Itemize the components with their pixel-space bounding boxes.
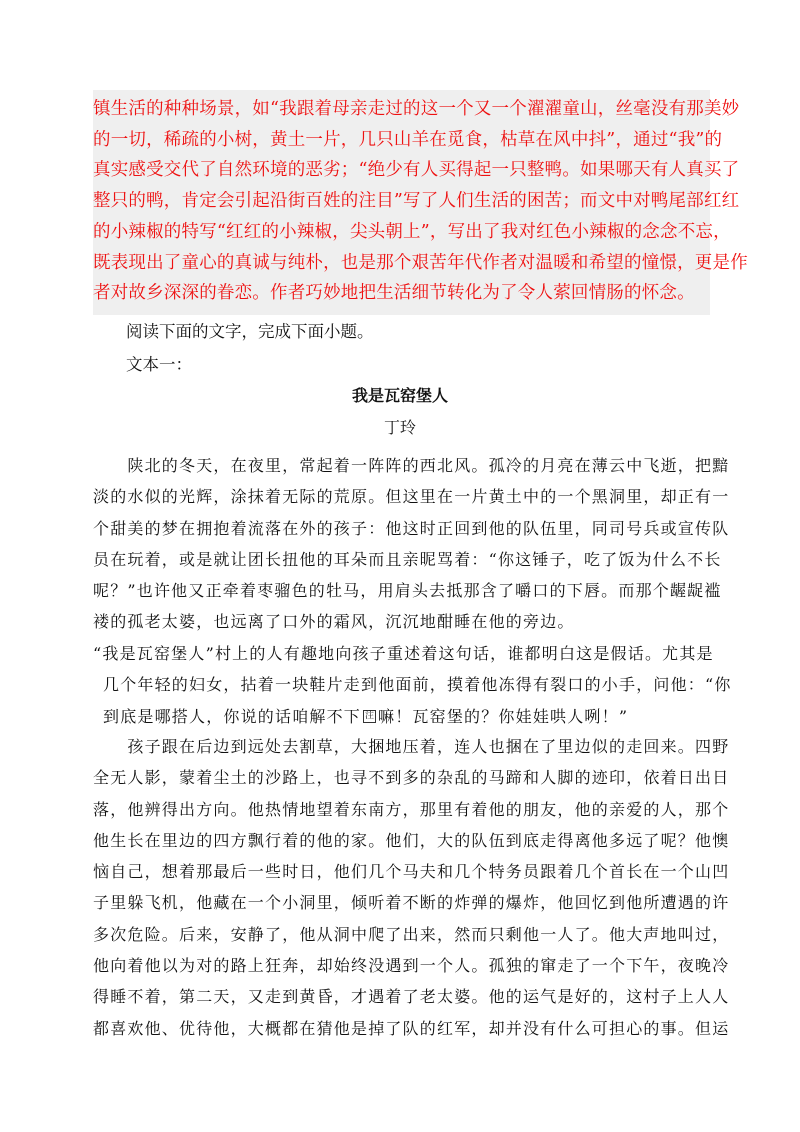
text-segment: 嘛！瓦窑堡的？你娃娃哄人咧！” [378,706,629,726]
story-author: 丁玲 [383,418,416,437]
answer-line: 的一切，稀疏的小树，黄土一片，几只山羊在觅食，枯草在风中抖”，通过“我”的 [93,129,723,150]
text-line: 几个年轻的妇女，拈着一块鞋片走到他面前，摸着他冻得有裂口的小手，问他：“你 [103,675,732,695]
text-line: 孩子跟在后边到远处去割草，大捆地压着，连人也捆在了里边似的走回来。四野 [93,737,730,756]
footnote-marker[interactable]: 注 [365,710,375,721]
text-line: 全无人影，蒙着尘土的沙路上，也寻不到多的杂乱的马蹄和人脚的迹印，依着日出日 [93,768,730,788]
text-line: 都喜欢他、优待他，大概都在猜他是掉了队的红军，却并没有什么可担心的事。但运 [93,1018,730,1038]
text-line: 个甜美的梦在拥抱着流落在外的孩子：他这时正回到他的队伍里，同司号兵或宣传队 [93,518,730,538]
text-line: 褛的孤老太婆，也远离了口外的霜风，沉沉地酣睡在他的旁边。 [93,612,575,632]
text-line: 淡的水似的光辉，涂抹着无际的荒原。但这里在一片黄土中的一个黑洞里，却正有一 [93,487,730,507]
answer-line: 整只的鸭，肯定会引起沿街百姓的注目”写了人们生活的困苦；而文中对鸭尾部红红 [93,191,740,212]
story-paragraph-1 [93,450,730,638]
text-line: 他生长在里边的四方飘行着的他的家。他们，大的队伍到底走得离他多远了呢？他懊 [93,830,730,850]
text-line: 呢？”也许他又正牵着枣骝色的牡马，用肩头去抵那含了嚼口的下唇。而那个龌龊褴 [93,581,722,601]
story-paragraph-3 [93,731,730,1044]
text-line: 得睡不着，第二天，又走到黄昏，才遇着了老太婆。他的运气是好的，这村子上人人 [93,987,730,1007]
text-line: 落，他辨得出方向。他热情地望着东南方，那里有着他的朋友，他的亲爱的人，那个 [93,799,730,819]
text-line: 员在玩着，或是就让团长扭他的耳朵而且亲昵骂着：“你这锤子，吃了饭为什么不长 [93,549,722,569]
reading-instruction: 阅读下面的文字，完成下面小题。 [126,322,374,341]
text-line: 多次危险。后来，安静了，他从洞中爬了出来，然而只剩他一人了。他大声地叫过， [93,924,730,944]
text-line: 子里躲飞机，他藏在一个小洞里，倾听着不断的炸弹的爆炸，他回忆到他所遭遇的许 [93,893,730,913]
text-line: 恼自己，想着那最后一些时日，他们几个马夫和几个特务员跟着几个首长在一个山凹 [93,862,730,882]
answer-line: 者对故乡深深的眷恋。作者巧妙地把生活细节转化为了令人萦回情肠的怀念。 [93,283,695,304]
story-title: 我是瓦窑堡人 [351,386,448,405]
answer-line: 既表现出了童心的真诚与纯朴，也是那个艰苦年代作者对温暖和希望的憧憬，更是作 [93,252,748,273]
text-line: “我是瓦窑堡人”村上的人有趣地向孩子重述着这句话，谁都明白这是假话。尤其是 [93,644,714,663]
answer-line: 镇生活的种种场景，如“我跟着母亲走过的这一个又一个濯濯童山，丝毫没有那美妙 [93,99,740,119]
text-segment: 到底是哪搭人，你说的话咱解不下 [103,706,362,726]
text-label: 文本一： [126,355,192,374]
answer-analysis-block [93,90,748,315]
text-line: 陕北的冬天，在夜里，常起着一阵阵的西北风。孤冷的月亮在薄云中飞逝，把黯 [93,456,730,475]
story-paragraph-2 [93,638,732,732]
answer-line: 真实感受交代了自然环境的恶劣；“绝少有人买得起一只整鸭。如果哪天有人真买了 [93,160,740,181]
text-line: 他向着他以为对的路上狂奔，却始终没遇到一个人。孤独的窜走了一个下午，夜晚冷 [93,956,730,976]
text-line [103,701,713,732]
answer-line: 的小辣椒的特写“红红的小辣椒，尖头朝上”，写出了我对红色小辣椒的念念不忘， [93,221,731,242]
